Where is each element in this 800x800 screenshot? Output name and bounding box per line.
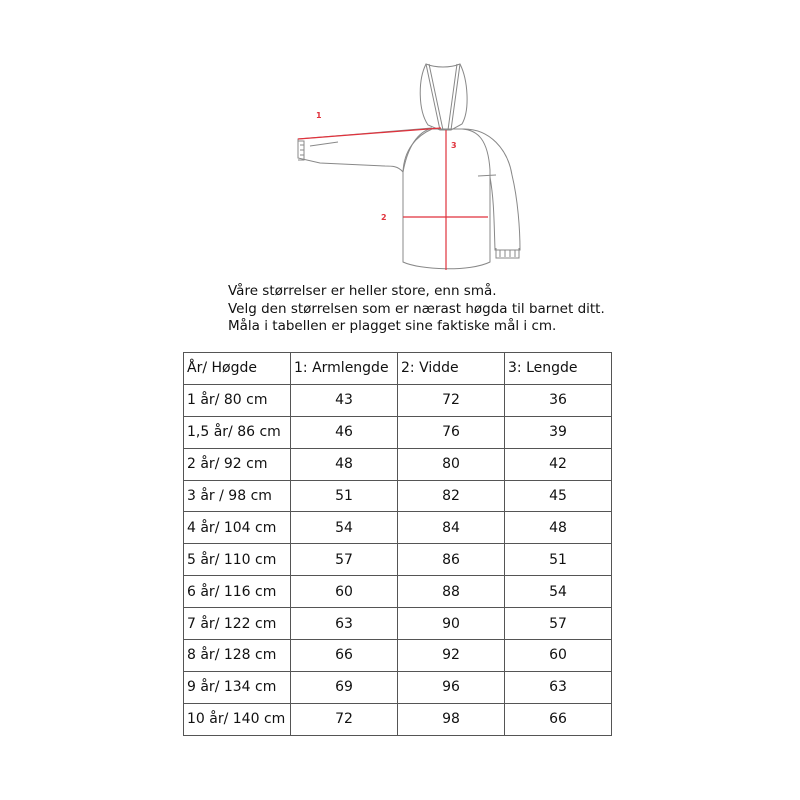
header-length: 3: Lengde — [505, 353, 612, 385]
measure-label-2: 2 — [381, 213, 387, 222]
cell-size: 3 år / 98 cm — [184, 480, 291, 512]
cell-width: 96 — [398, 671, 505, 703]
cell-length: 54 — [505, 576, 612, 608]
cell-armlength: 43 — [291, 384, 398, 416]
cell-width: 90 — [398, 608, 505, 640]
cell-length: 63 — [505, 671, 612, 703]
cell-width: 80 — [398, 448, 505, 480]
table-header-row — [184, 353, 612, 385]
table-row — [184, 512, 612, 544]
jacket-diagram — [0, 0, 800, 290]
table-row — [184, 448, 612, 480]
cell-size: 5 år/ 110 cm — [184, 544, 291, 576]
size-advice-text — [228, 283, 605, 336]
cell-size: 2 år/ 92 cm — [184, 448, 291, 480]
table-row — [184, 480, 612, 512]
cell-armlength: 60 — [291, 576, 398, 608]
cell-width: 76 — [398, 416, 505, 448]
cell-armlength: 48 — [291, 448, 398, 480]
table-row — [184, 544, 612, 576]
cell-width: 84 — [398, 512, 505, 544]
cell-length: 57 — [505, 608, 612, 640]
cell-armlength: 54 — [291, 512, 398, 544]
cell-length: 45 — [505, 480, 612, 512]
cell-armlength: 66 — [291, 640, 398, 672]
intro-line: Våre størrelser er heller store, enn små. — [228, 283, 497, 299]
cell-armlength: 46 — [291, 416, 398, 448]
cell-width: 82 — [398, 480, 505, 512]
cell-armlength: 57 — [291, 544, 398, 576]
cell-width: 86 — [398, 544, 505, 576]
header-width: 2: Vidde — [398, 353, 505, 385]
cell-length: 48 — [505, 512, 612, 544]
measure-line-armlength — [298, 128, 441, 139]
hood — [420, 64, 467, 130]
cell-length: 51 — [505, 544, 612, 576]
intro-line: Måla i tabellen er plagget sine faktiske mål i cm. — [228, 318, 557, 334]
right-sleeve — [462, 129, 520, 250]
cell-width: 88 — [398, 576, 505, 608]
cell-length: 60 — [505, 640, 612, 672]
cell-size: 4 år/ 104 cm — [184, 512, 291, 544]
header-armlength: 1: Armlengde — [291, 353, 398, 385]
cell-width: 98 — [398, 703, 505, 735]
cell-length: 66 — [505, 703, 612, 735]
measure-label-1: 1 — [316, 111, 322, 120]
cell-armlength: 72 — [291, 703, 398, 735]
cell-length: 42 — [505, 448, 612, 480]
table-row — [184, 703, 612, 735]
table-row — [184, 640, 612, 672]
cell-size: 1,5 år/ 86 cm — [184, 416, 291, 448]
cell-armlength: 51 — [291, 480, 398, 512]
cell-width: 72 — [398, 384, 505, 416]
measure-label-3: 3 — [451, 141, 457, 150]
table-row — [184, 416, 612, 448]
table-row — [184, 384, 612, 416]
cell-size: 1 år/ 80 cm — [184, 384, 291, 416]
intro-line: Velg den størrelsen som er nærast høgda til barnet ditt. — [228, 300, 605, 317]
cell-size: 7 år/ 122 cm — [184, 608, 291, 640]
cell-armlength: 69 — [291, 671, 398, 703]
table-row — [184, 671, 612, 703]
size-table — [183, 352, 612, 736]
cell-width: 92 — [398, 640, 505, 672]
cell-length: 36 — [505, 384, 612, 416]
cell-size: 10 år/ 140 cm — [184, 703, 291, 735]
cell-length: 39 — [505, 416, 612, 448]
left-sleeve — [298, 128, 432, 172]
table-row — [184, 608, 612, 640]
cell-size: 6 år/ 116 cm — [184, 576, 291, 608]
table-row — [184, 576, 612, 608]
cell-size: 9 år/ 134 cm — [184, 671, 291, 703]
header-size: År/ Høgde — [184, 353, 291, 385]
cell-size: 8 år/ 128 cm — [184, 640, 291, 672]
cell-armlength: 63 — [291, 608, 398, 640]
